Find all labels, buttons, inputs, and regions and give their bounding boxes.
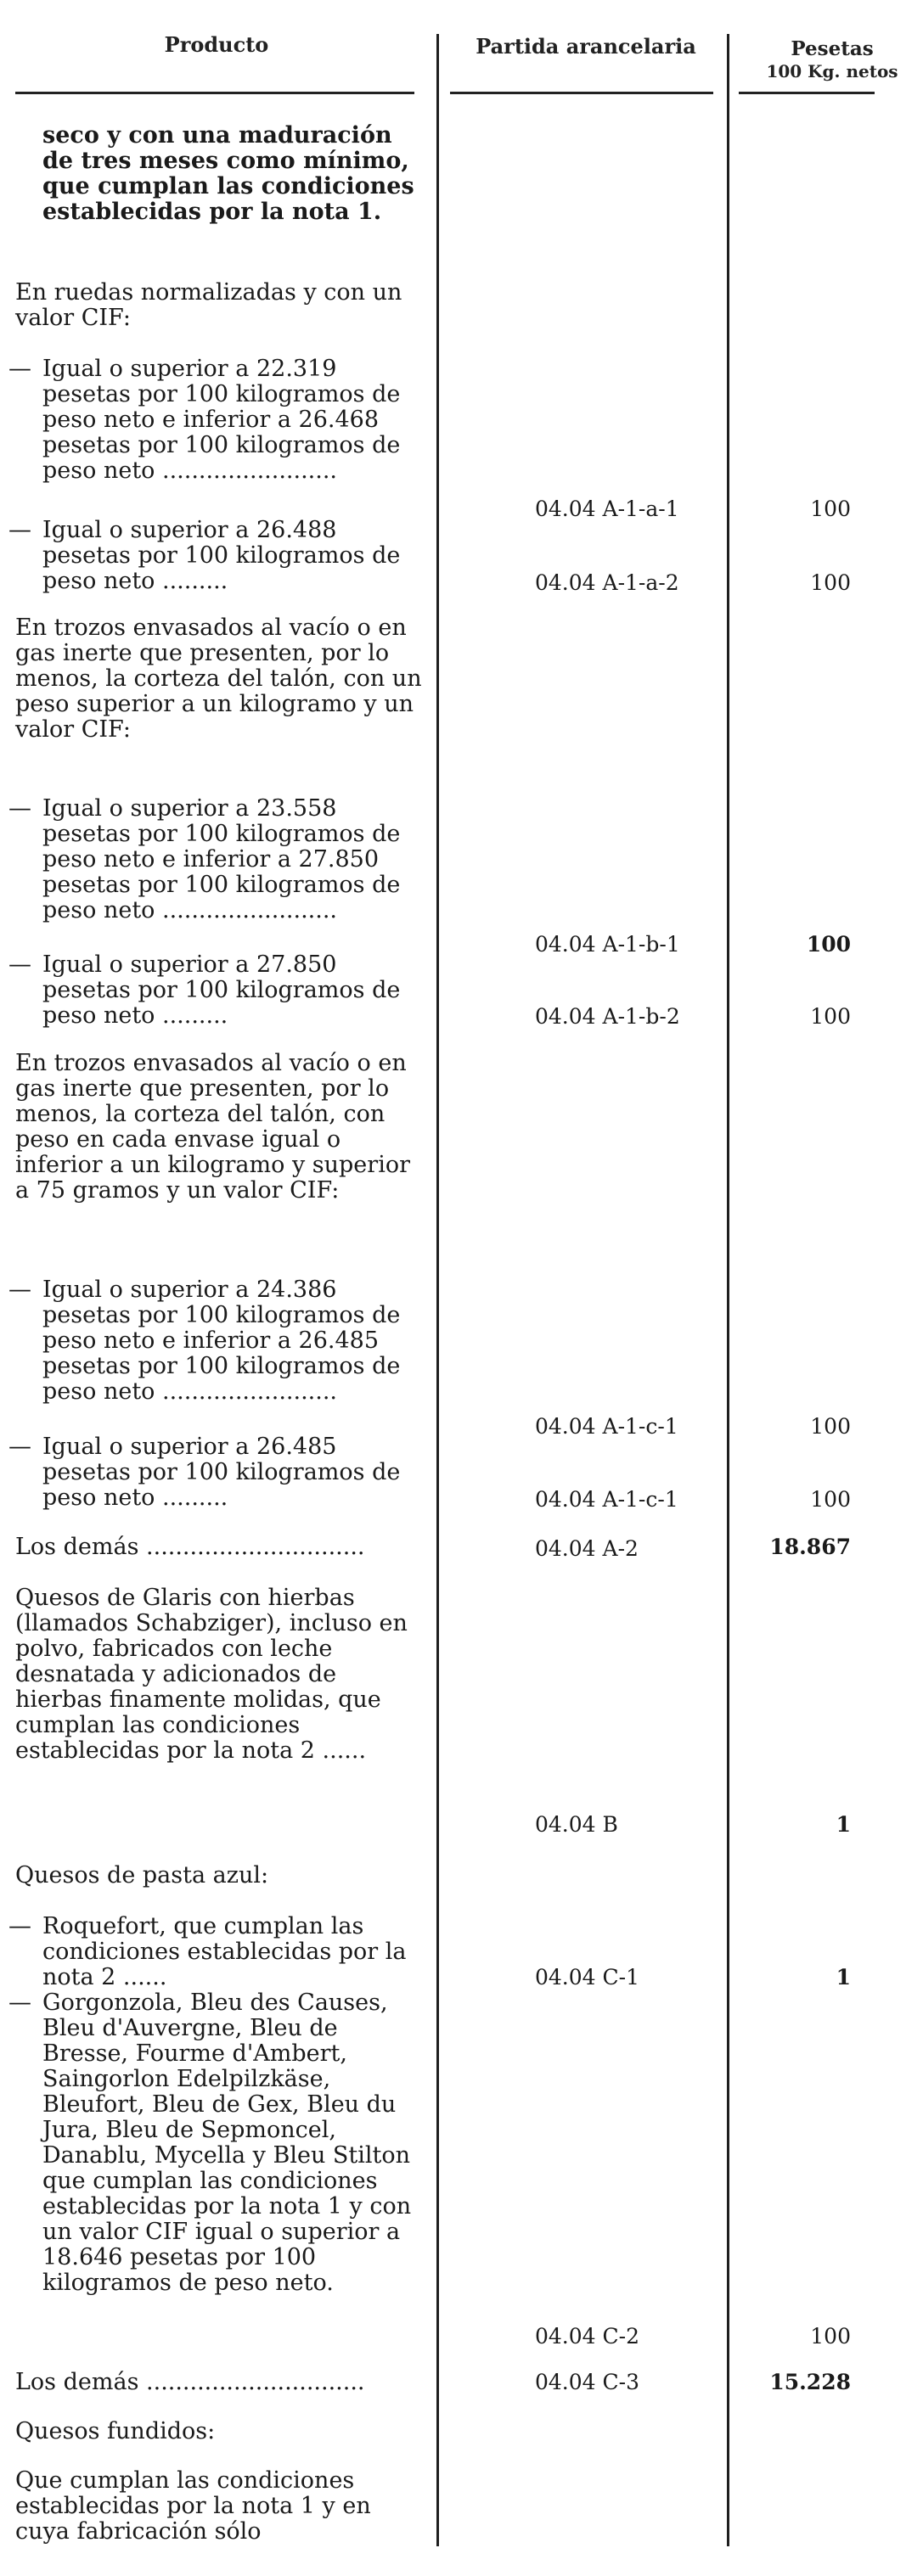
ruedas-heading: En ruedas normalizadas y con un valor CIF: bbox=[15, 279, 402, 331]
column-divider-right bbox=[727, 34, 729, 2546]
dash-mark: — bbox=[8, 356, 31, 382]
row-a1b2 bbox=[8, 951, 423, 1029]
los-demas-c3-text: Los demás .............................. bbox=[15, 2369, 365, 2395]
row-a1c1-first-text: Igual o superior a 24.386 pesetas por 100 kilogramos de peso neto e inferior a 26.485 pesetas por 100 kilogramos de peso neto ........................ bbox=[42, 1277, 401, 1405]
row-a1a1-text: Igual o superior a 22.319 pesetas por 100 kilogramos de peso neto e inferior a 26.468 pesetas por 100 kilogramos de peso neto ........................ bbox=[42, 356, 401, 484]
row-a1b2-text: Igual o superior a 27.850 pesetas por 100 kilogramos de peso neto ......... bbox=[42, 951, 401, 1029]
header-producto: Producto bbox=[164, 32, 269, 57]
row-a1a2-text: Igual o superior a 26.488 pesetas por 100 kilogramos de peso neto ......... bbox=[42, 517, 401, 594]
pasta-azul-heading: Quesos de pasta azul: bbox=[15, 1862, 269, 1889]
row-roquefort-price: 1 bbox=[836, 1965, 851, 1990]
header-rule-producto bbox=[15, 92, 414, 94]
dash-mark: — bbox=[8, 1913, 31, 1939]
row-a1b2-price: 100 bbox=[810, 1004, 851, 1029]
row-a1c1-first-code: 04.04 A-1-c-1 bbox=[535, 1414, 678, 1439]
header-rule-partida bbox=[450, 92, 713, 94]
los-demas-a2-price: 18.867 bbox=[769, 1535, 851, 1559]
row-a1c1-first bbox=[8, 1277, 423, 1405]
row-a1a2-code: 04.04 A-1-a-2 bbox=[535, 570, 679, 595]
intro-text: seco y con una maduración de tres meses como mínimo, que cumplan las condiciones establecidas por la nota 1. bbox=[42, 122, 414, 225]
row-a1b1-text: Igual o superior a 23.558 pesetas por 100 kilogramos de peso neto e inferior a 27.850 pesetas por 100 kilogramos de peso neto ........................ bbox=[42, 795, 401, 923]
dash-mark: — bbox=[8, 951, 31, 978]
row-gorgonzola bbox=[8, 1990, 423, 2296]
row-roquefort-code: 04.04 C-1 bbox=[535, 1965, 639, 1990]
glaris-text: Quesos de Glaris con hierbas (llamados Schabziger), incluso en polvo, fabricados con leche desnatada y adicionados de hierbas finamente molidas, que cumplan las condiciones establecidas por la nota 2 ...... bbox=[15, 1585, 408, 1764]
row-a1c1-second bbox=[8, 1434, 423, 1511]
column-divider-left bbox=[436, 34, 439, 2546]
header-kg-netos: 100 Kg. netos bbox=[766, 61, 898, 81]
row-roquefort-text: Roquefort, que cumplan las condiciones establecidas por la nota 2 ...... bbox=[42, 1913, 407, 1990]
dash-mark: — bbox=[8, 517, 31, 543]
los-demas-c3-code: 04.04 C-3 bbox=[535, 2370, 639, 2394]
dash-mark: — bbox=[8, 1434, 31, 1460]
row-a1b1-code: 04.04 A-1-b-1 bbox=[535, 932, 680, 957]
row-a1a2-price: 100 bbox=[810, 570, 851, 595]
row-a1a1 bbox=[8, 356, 423, 484]
row-a1a2 bbox=[8, 517, 423, 594]
header-partida: Partida arancelaria bbox=[476, 34, 696, 59]
dash-mark: — bbox=[8, 795, 31, 822]
dash-mark: — bbox=[8, 1990, 31, 2016]
row-gorgonzola-code: 04.04 C-2 bbox=[535, 2324, 639, 2349]
row-gorgonzola-text: Gorgonzola, Bleu des Causes, Bleu d'Auvergne, Bleu de Bresse, Fourme d'Ambert, Saingorlon Edelpilzkäse, Bleufort, Bleu de Gex, Bleu du Jura, Bleu de Sepmoncel, Danablu, Mycella y Bleu Stilton que cumplan las condiciones establecidas por la nota 1 y con un valor CIF igual o superior a 18.646 pesetas por 100 kilogramos de peso neto. bbox=[42, 1990, 412, 2296]
los-demas-c3-price: 15.228 bbox=[769, 2370, 851, 2394]
row-a1a1-code: 04.04 A-1-a-1 bbox=[535, 497, 679, 521]
trozos-1-heading: En trozos envasados al vacío o en gas inerte que presenten, por lo menos, la corteza del talón, con un peso superior a un kilogramo y un valor CIF: bbox=[15, 615, 422, 743]
quesos-fundidos-text: Que cumplan las condiciones establecidas por la nota 1 y en cuya fabricación sólo bbox=[15, 2467, 371, 2545]
row-a1a1-price: 100 bbox=[810, 497, 851, 521]
row-a1c1-first-price: 100 bbox=[810, 1414, 851, 1439]
row-a1b1-price: 100 bbox=[806, 932, 851, 957]
trozos-2-heading: En trozos envasados al vacío o en gas inerte que presenten, por lo menos, la corteza del talón, con peso en cada envase igual o inferior a un kilogramo y superior a 75 gramos y un valor CIF: bbox=[15, 1050, 410, 1204]
quesos-fundidos-heading: Quesos fundidos: bbox=[15, 2418, 216, 2444]
row-a1c1-second-code: 04.04 A-1-c-1 bbox=[535, 1487, 678, 1512]
header-pesetas: Pesetas bbox=[791, 37, 874, 60]
row-gorgonzola-price: 100 bbox=[810, 2324, 851, 2349]
row-a1c1-second-text: Igual o superior a 26.485 pesetas por 100 kilogramos de peso neto ......... bbox=[42, 1434, 401, 1511]
row-a1b2-code: 04.04 A-1-b-2 bbox=[535, 1004, 680, 1029]
los-demas-a2-text: Los demás .............................. bbox=[15, 1534, 365, 1560]
row-roquefort bbox=[8, 1913, 423, 1990]
dash-mark: — bbox=[8, 1277, 31, 1303]
row-a1b1 bbox=[8, 795, 423, 923]
header-rule-pesetas bbox=[739, 92, 875, 94]
glaris-code: 04.04 B bbox=[535, 1812, 618, 1837]
row-a1c1-second-price: 100 bbox=[810, 1487, 851, 1512]
los-demas-a2-code: 04.04 A-2 bbox=[535, 1536, 639, 1561]
glaris-price: 1 bbox=[836, 1812, 851, 1837]
